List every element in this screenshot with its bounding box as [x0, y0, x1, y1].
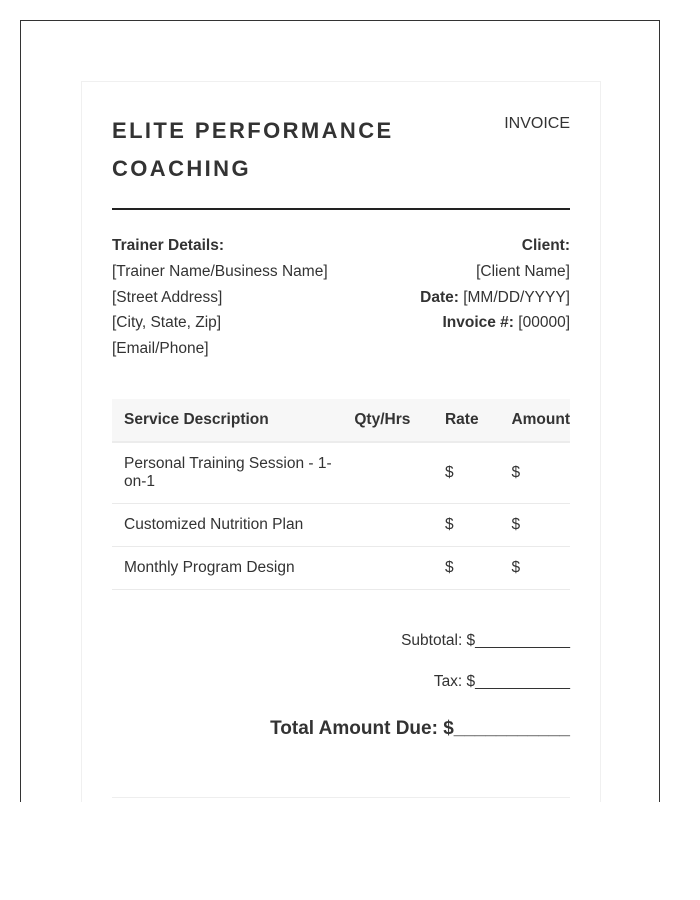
table-header-row [112, 399, 570, 442]
row-qty [341, 547, 432, 590]
date-value: [MM/DD/YYYY] [463, 288, 570, 306]
header-divider [112, 208, 570, 210]
trainer-details [112, 233, 372, 362]
column-header-description: Service Description [112, 399, 341, 442]
date-label: Date: [420, 288, 459, 306]
tax-line: Tax: $___________ [433, 673, 570, 690]
row-description: Monthly Program Design [112, 547, 341, 590]
row-qty [341, 442, 432, 504]
page-bottom-whitespace [0, 802, 700, 900]
row-amount: $ [501, 504, 570, 547]
footer-divider [112, 797, 570, 798]
date-line [360, 285, 570, 311]
row-amount: $ [501, 442, 570, 504]
trainer-contact: [Email/Phone] [112, 340, 209, 358]
column-header-amount: Amount [501, 399, 570, 442]
row-description: Personal Training Session - 1-on-1 [112, 442, 341, 504]
row-rate: $ [432, 442, 501, 504]
client-name: [Client Name] [476, 262, 570, 280]
row-amount: $ [501, 547, 570, 590]
company-name: ELITE PERFORMANCE COACHING [112, 118, 394, 181]
column-header-qty: Qty/Hrs [341, 399, 432, 442]
table-row [112, 504, 570, 547]
subtotal-line: Subtotal: $___________ [401, 632, 570, 649]
services-table [112, 399, 570, 590]
row-rate: $ [432, 504, 501, 547]
column-header-rate: Rate [432, 399, 501, 442]
table-row [112, 442, 570, 504]
invoice-number-value: [00000] [518, 314, 570, 332]
trainer-street: [Street Address] [112, 288, 223, 306]
invoice-number-label: Invoice #: [442, 314, 514, 332]
client-heading: Client: [521, 237, 570, 254]
trainer-heading: Trainer Details: [112, 237, 224, 254]
trainer-name: [Trainer Name/Business Name] [112, 262, 328, 280]
total-due-line: Total Amount Due: $___________ [270, 718, 570, 739]
trainer-city: [City, State, Zip] [112, 314, 222, 332]
client-details [360, 233, 570, 336]
row-qty [341, 504, 432, 547]
invoice-number-line [360, 310, 570, 336]
table-row [112, 547, 570, 590]
row-rate: $ [432, 547, 501, 590]
document-type-label: INVOICE [504, 115, 570, 132]
row-description: Customized Nutrition Plan [112, 504, 341, 547]
